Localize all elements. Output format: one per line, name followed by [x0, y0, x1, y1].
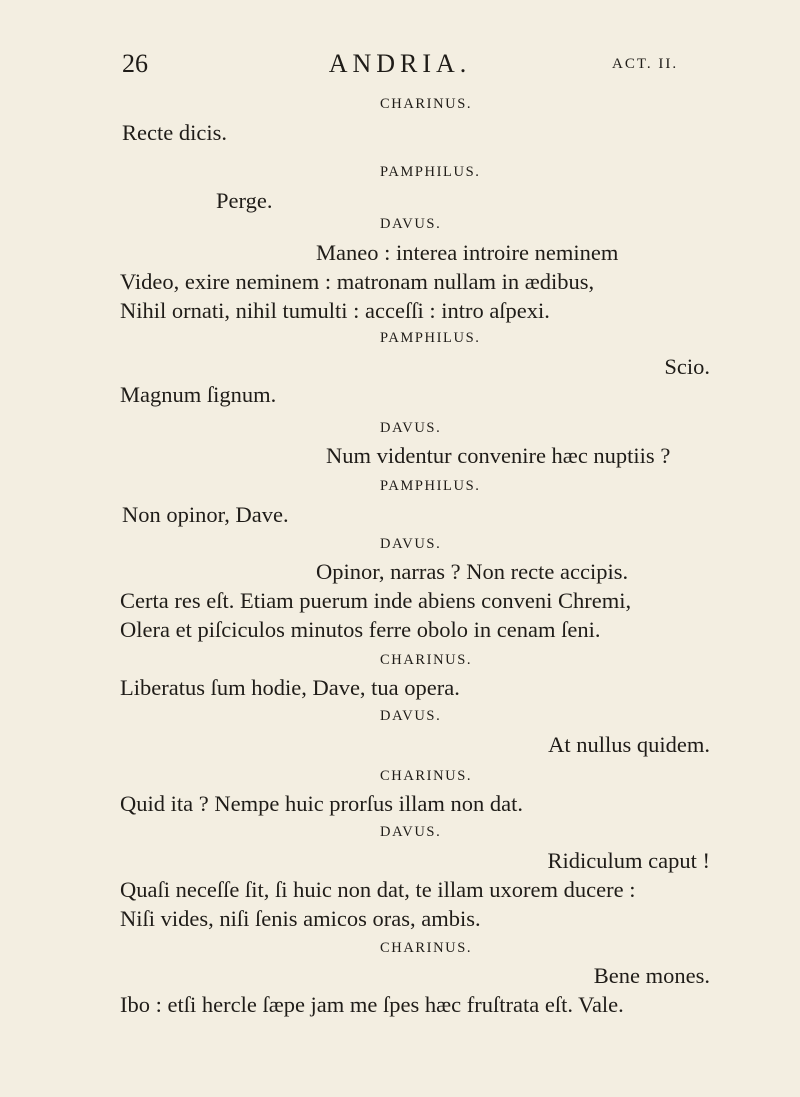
speaker-label: DAVUS.: [380, 420, 442, 436]
speaker-label: DAVUS.: [380, 536, 442, 552]
speaker-label: DAVUS.: [380, 216, 442, 232]
dialogue-line: Quaſi neceſſe ſit, ſi huic non dat, te illam uxorem ducere :: [120, 877, 636, 902]
dialogue-line: Liberatus ſum hodie, Dave, tua opera.: [120, 675, 460, 700]
speaker-label: DAVUS.: [380, 824, 442, 840]
act-label: ACT. II.: [612, 56, 679, 72]
dialogue-line: Perge.: [216, 188, 273, 213]
dialogue-line: Certa res eſt. Etiam puerum inde abiens conveni Chremi,: [120, 588, 632, 613]
speaker-label: CHARINUS.: [380, 652, 473, 668]
dialogue-line: Olera et piſciculos minutos ferre obolo in cenam ſeni.: [120, 617, 601, 642]
speaker-label: PAMPHILUS.: [380, 330, 481, 346]
dialogue-line: Ibo : etſi hercle ſæpe jam me ſpes hæc fruſtrata eſt. Vale.: [120, 992, 624, 1017]
speaker-label: PAMPHILUS.: [380, 478, 481, 494]
dialogue-line: At nullus quidem.: [548, 732, 710, 757]
dialogue-line: Maneo : interea introire neminem: [316, 240, 619, 265]
dialogue-line: Nihil ornati, nihil tumulti : acceſſi : intro aſpexi.: [120, 298, 550, 323]
speaker-label: DAVUS.: [380, 708, 442, 724]
dialogue-line: Quid ita ? Nempe huic prorſus illam non dat.: [120, 791, 524, 816]
dialogue-line: Video, exire neminem : matronam nullam in ædibus,: [120, 269, 595, 294]
dialogue-line: Num videntur convenire hæc nuptiis ?: [326, 443, 671, 468]
running-title: ANDRIA.: [328, 49, 472, 78]
speaker-label: CHARINUS.: [380, 96, 473, 112]
page-number: 26: [122, 49, 148, 78]
dialogue-line: Ridiculum caput !: [547, 848, 710, 873]
dialogue-line: Magnum ſignum.: [120, 382, 277, 407]
dialogue-line: Recte dicis.: [122, 120, 227, 145]
dialogue-line: Non opinor, Dave.: [122, 502, 289, 527]
speaker-label: CHARINUS.: [380, 940, 473, 956]
dialogue-line: Niſi vides, niſi ſenis amicos oras, ambis.: [120, 906, 481, 931]
dialogue-line: Bene mones.: [593, 963, 710, 988]
speaker-label: PAMPHILUS.: [380, 164, 481, 180]
speaker-label: CHARINUS.: [380, 768, 473, 784]
dialogue-line: Opinor, narras ? Non recte accipis.: [316, 559, 629, 584]
dialogue-line: Scio.: [664, 354, 710, 379]
